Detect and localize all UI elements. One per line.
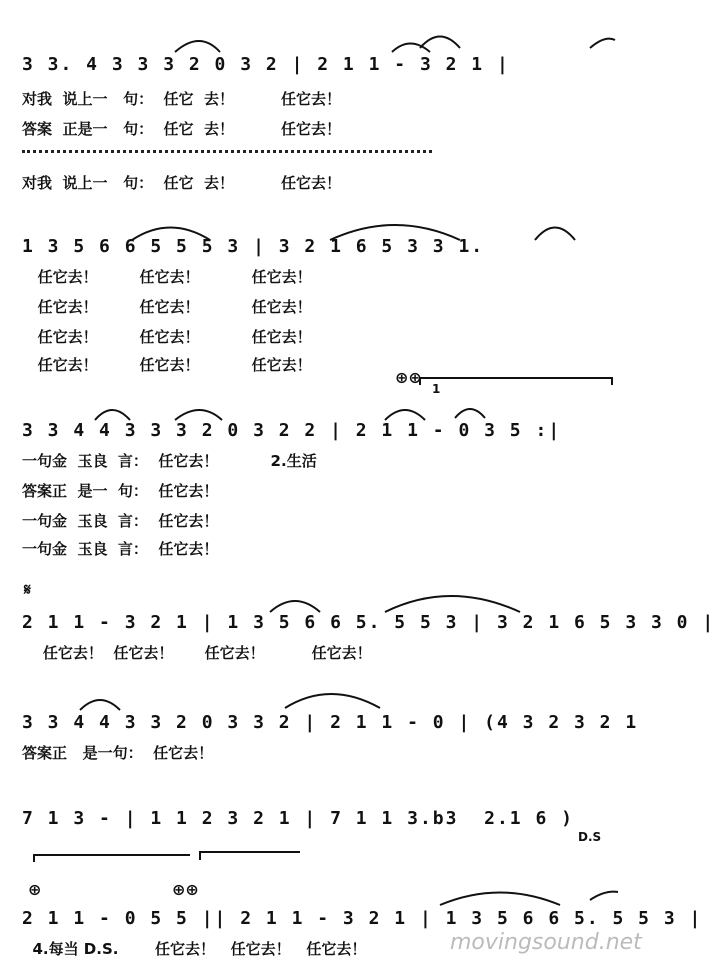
lyric-line-2c: 任它去！ 任它去！ 任它去！	[22, 328, 312, 346]
notation-line-2: 1 3 5 6 6 5 5 5 3 | 3 2 1 6 5 3 3 1.	[22, 236, 485, 257]
lyric-line-3b: 答案正 是一 句： 任它去！	[22, 482, 219, 500]
lyric-line-3d: 一句金 玉良 言： 任它去！	[22, 540, 219, 558]
watermark: movingsound.net	[450, 930, 642, 955]
lyric-line-2b: 任它去！ 任它去！ 任它去！	[22, 298, 312, 316]
ds-marking: D.S	[578, 830, 602, 844]
lyric-line-2a: 任它去！ 任它去！ 任它去！	[22, 268, 312, 286]
lyric-line-5a: 答案正 是一句： 任它去！	[22, 744, 214, 762]
notation-line-3: 3 3 4 4 3 3 3 2 0 3 2 2 | 2 1 1 - 0 3 5 :|	[22, 420, 562, 441]
segno-icon: 𝄋	[24, 580, 31, 599]
lyric-line-3c: 一句金 玉良 言： 任它去！	[22, 512, 219, 530]
lyric-line-1b: 答案 正是一 句： 任它 去！ 任它去！	[22, 120, 342, 138]
notation-line-1: 3 3. 4 3 3 3 2 0 3 2 | 2 1 1 - 3 2 1 |	[22, 54, 510, 75]
lyric-line-7a: 4.每当 D.S. 任它去！ 任它去！ 任它去！	[22, 940, 367, 958]
lyric-line-1a: 对我 说上一 句： 任它 去！ 任它去！	[22, 90, 342, 108]
first-ending-label: 1	[432, 382, 441, 396]
coda-sign-icon: ⊕	[28, 880, 42, 899]
notation-line-7: 2 1 1 - 0 5 5 || 2 1 1 - 3 2 1 | 1 3 5 6 6 5. 5 5 3 |	[22, 908, 703, 929]
lyric-line-4a: 任它去！ 任它去！ 任它去！ 任它去！	[22, 644, 372, 662]
notation-line-5: 3 3 4 4 3 3 2 0 3 3 2 | 2 1 1 - 0 | (4 3 2 3 2 1	[22, 712, 639, 733]
coda-sign-icon: ⊕⊕	[395, 368, 422, 387]
lyric-line-1c: 对我 说上一 句： 任它 去！ 任它去！	[22, 174, 342, 192]
lyric-line-3a: 一句金 玉良 言： 任它去！ 2.生活	[22, 452, 317, 470]
notation-line-6: 7 1 3 - | 1 1 2 3 2 1 | 7 1 1 3.b3 2.1 6 )	[22, 808, 574, 829]
lyric-line-2d: 任它去！ 任它去！ 任它去！	[22, 356, 312, 374]
dotted-separator	[22, 150, 432, 153]
notation-line-4: 2 1 1 - 3 2 1 | 1 3 5 6 6 5. 5 5 3 | 3 2 1 6 5 3 3 0 |	[22, 612, 715, 633]
coda-sign-icon: ⊕⊕	[172, 880, 199, 899]
